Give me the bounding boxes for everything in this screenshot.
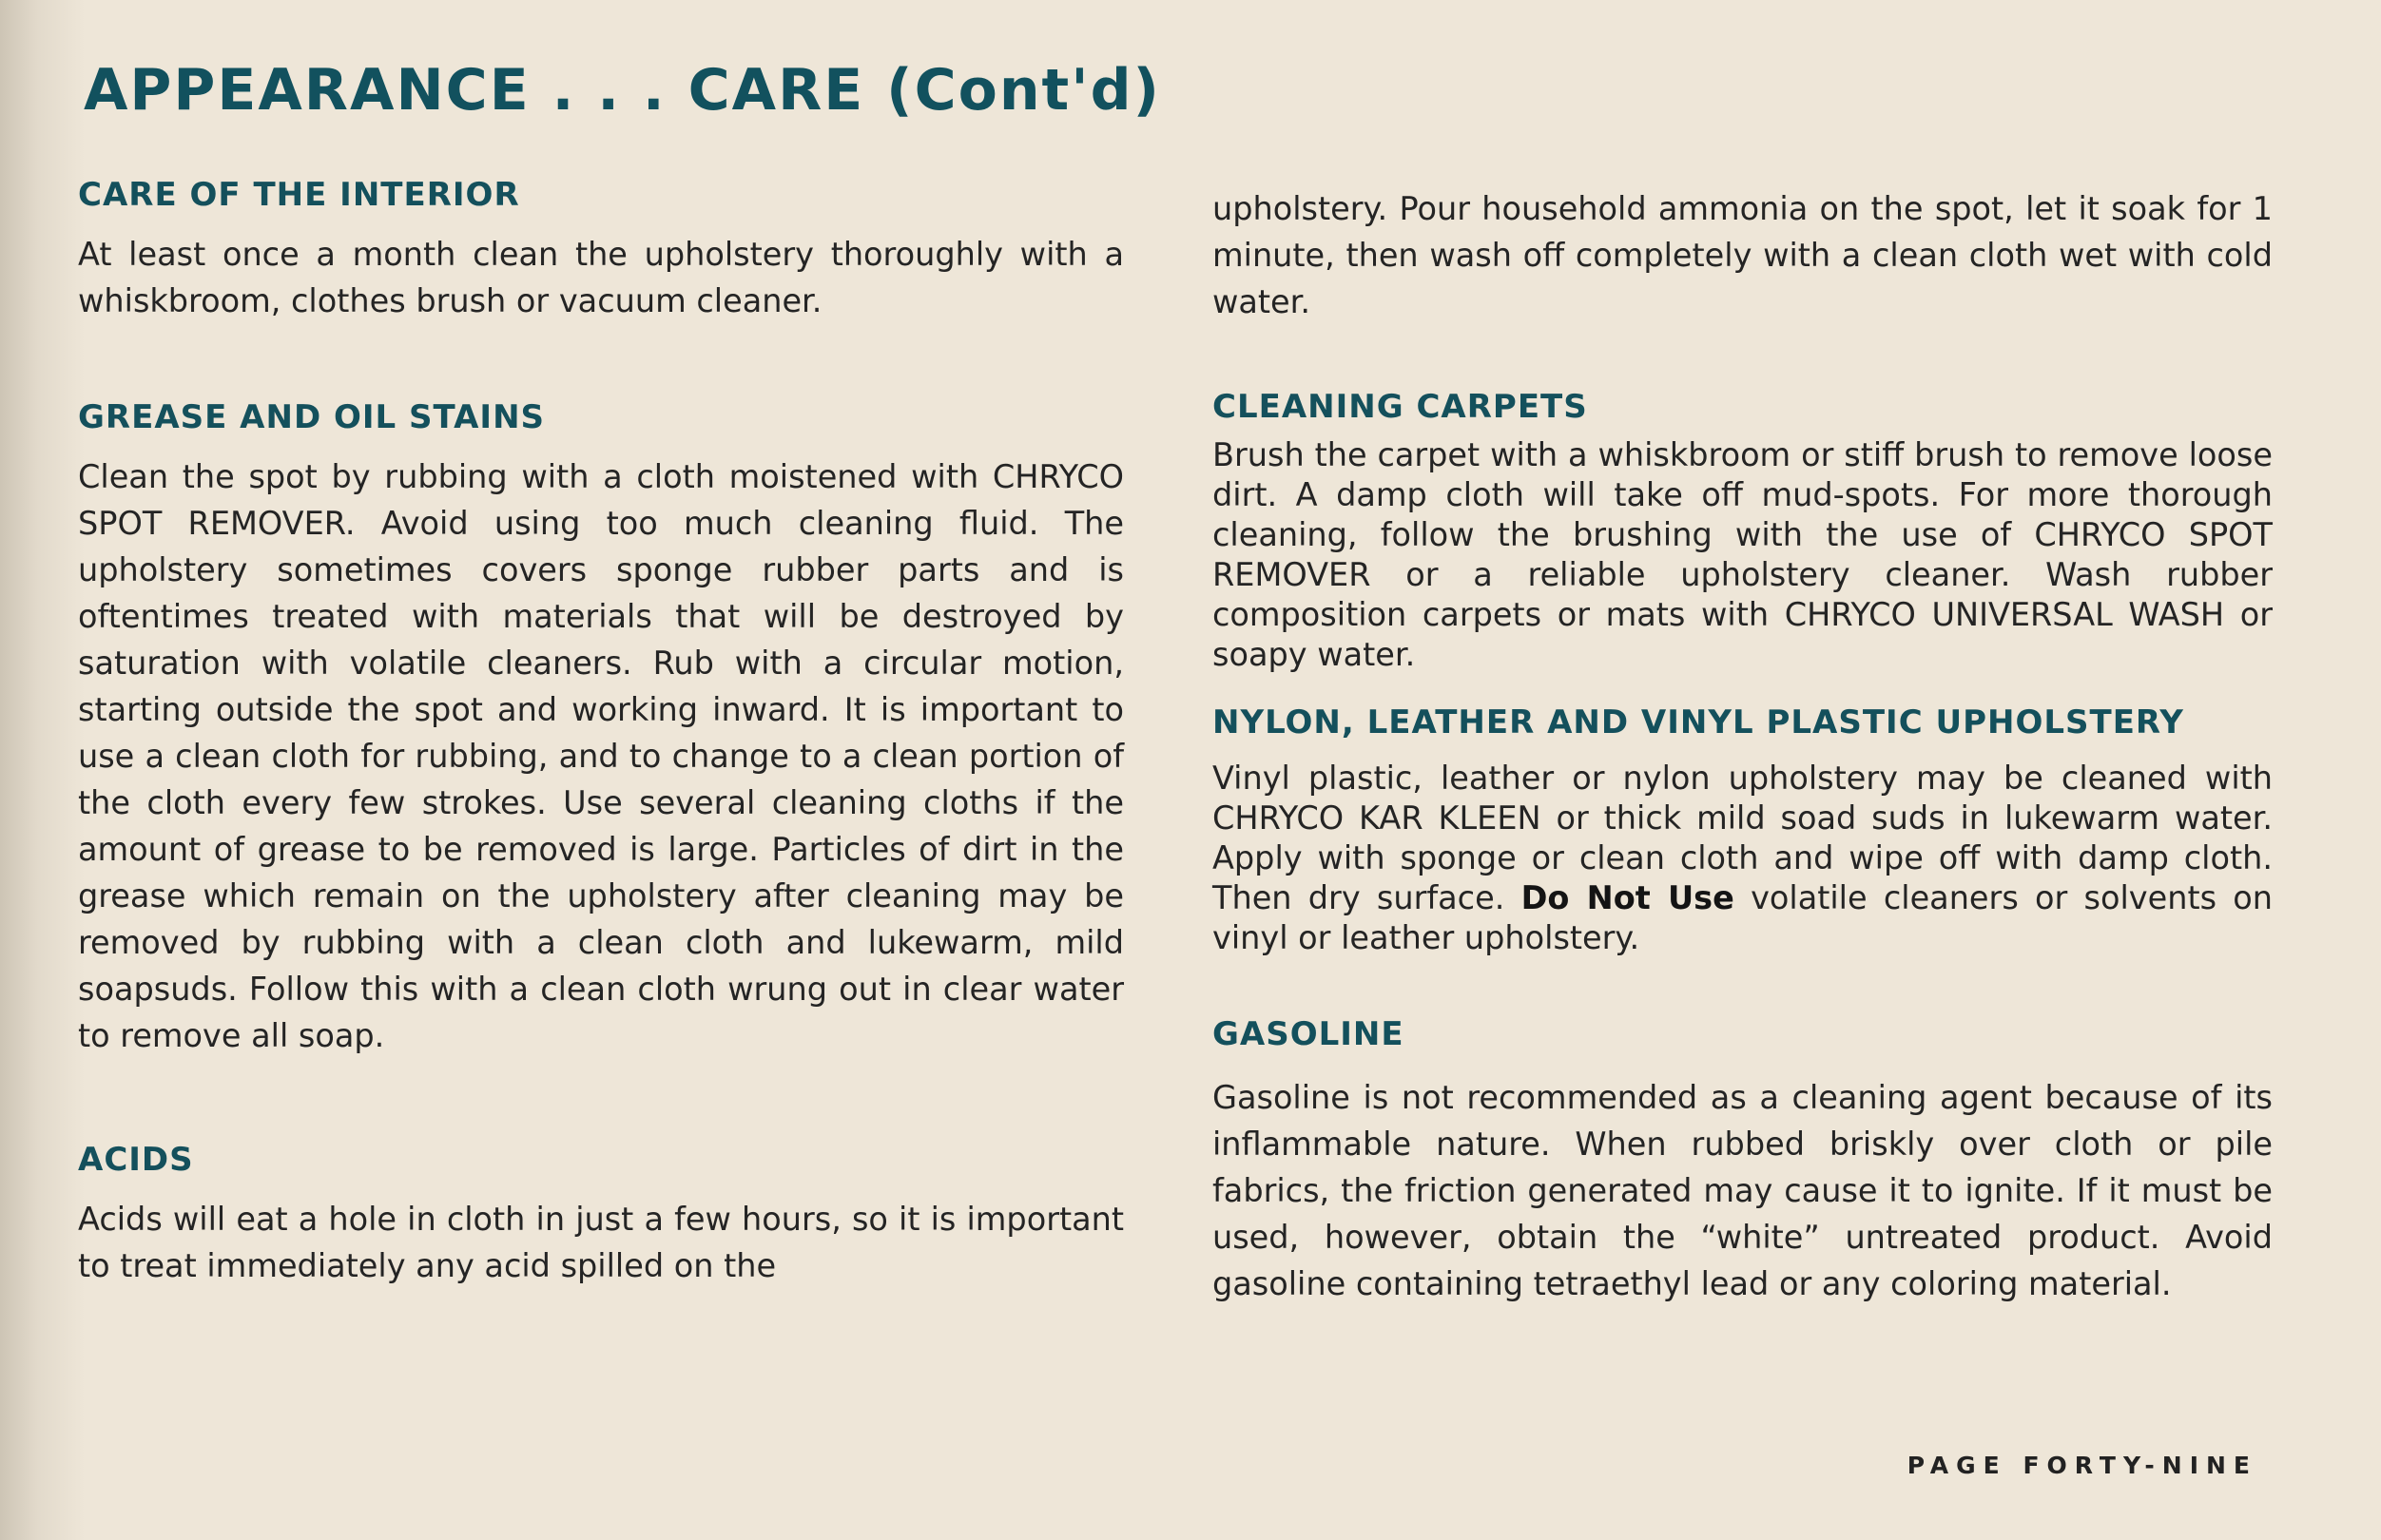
right-column: [1212, 185, 2273, 1307]
section-text: Brush the carpet with a whiskbroom or stiff brush to remove loose dirt. A damp cloth will take off mud-spots. For more thorough cleaning, follow the brushing with the use of CHRYCO SPOT REMOVER or a reliable upholstery cleaner. Wash rubber composition carpets or mats with CHRYCO UNIVERSAL WASH or soapy water.: [1212, 436, 2273, 673]
section-text: Gasoline is not recommended as a cleaning agent because of its inflammable nature. When rubbed briskly over cloth or pile fabrics, the friction generated may cause it to ignite. If it must be used, however, obtain the “white” untreated product. Avoid gasoline containing tetraethyl lead or any coloring material.: [1212, 1079, 2273, 1302]
section-heading: GREASE AND OIL STAINS: [78, 398, 546, 436]
page-number-footer: PAGE FORTY-NINE: [1907, 1452, 2257, 1479]
section-cleaning-carpets: [1212, 388, 2273, 675]
section-text: At least once a month clean the upholstery thoroughly with a whiskbroom, clothes brush or vacuum cleaner.: [78, 236, 1124, 319]
left-column: [78, 176, 1124, 1289]
section-heading: ACIDS: [78, 1141, 194, 1179]
section-text: [1212, 759, 2273, 958]
section-heading: GASOLINE: [1212, 1015, 1404, 1053]
page-title: APPEARANCE . . . CARE (Cont'd): [84, 57, 1161, 124]
section-text: Acids will eat a hole in cloth in just a few hours, so it is important to treat immediately any acid spilled on the: [78, 1201, 1124, 1284]
section-nylon-leather-vinyl: [1212, 703, 2273, 958]
text-part: Vinyl plastic, leather or nylon upholstery may be cleaned with CHRYCO KAR KLEEN or thick mild soad suds in lukewarm water. Apply with sponge or clean cloth and wipe off with damp cloth. Then dry surface.: [1212, 760, 2273, 916]
section-heading: CLEANING CARPETS: [1212, 388, 1588, 426]
section-grease-oil-stains: [78, 398, 1124, 1059]
text-part: volatile cleaners or solvents on vinyl or leather upholstery.: [1212, 879, 2273, 956]
section-acids-continued: [1212, 185, 2273, 325]
section-acids: [78, 1141, 1124, 1289]
section-heading: NYLON, LEATHER AND VINYL PLASTIC UPHOLSTERY: [1212, 703, 2184, 741]
section-text: Clean the spot by rubbing with a cloth moistened with CHRYCO SPOT REMOVER. Avoid using too much cleaning fluid. The upholstery sometimes covers sponge rubber parts and is oftentimes treated with materials that will be destroyed by saturation with volatile cleaners. Rub with a circular motion, starting outside the spot and working inward. It is important to use a clean cloth for rubbing, and to change to a clean portion of the cloth every few strokes. Use several cleaning cloths if the amount of grease to be removed is large. Particles of dirt in the grease which remain on the upholstery after cleaning may be removed by rubbing with a clean cloth and lukewarm, mild soapsuds. Follow this with a clean cloth wrung out in clear water to remove all soap.: [78, 458, 1124, 1054]
section-heading: CARE OF THE INTERIOR: [78, 176, 520, 214]
emphasis-text: Do Not Use: [1520, 879, 1734, 916]
section-gasoline: [1212, 1015, 2273, 1307]
section-text: upholstery. Pour household ammonia on the spot, let it soak for 1 minute, then wash off completely with a clean cloth wet with cold water.: [1212, 190, 2273, 320]
section-care-of-interior: [78, 176, 1124, 324]
